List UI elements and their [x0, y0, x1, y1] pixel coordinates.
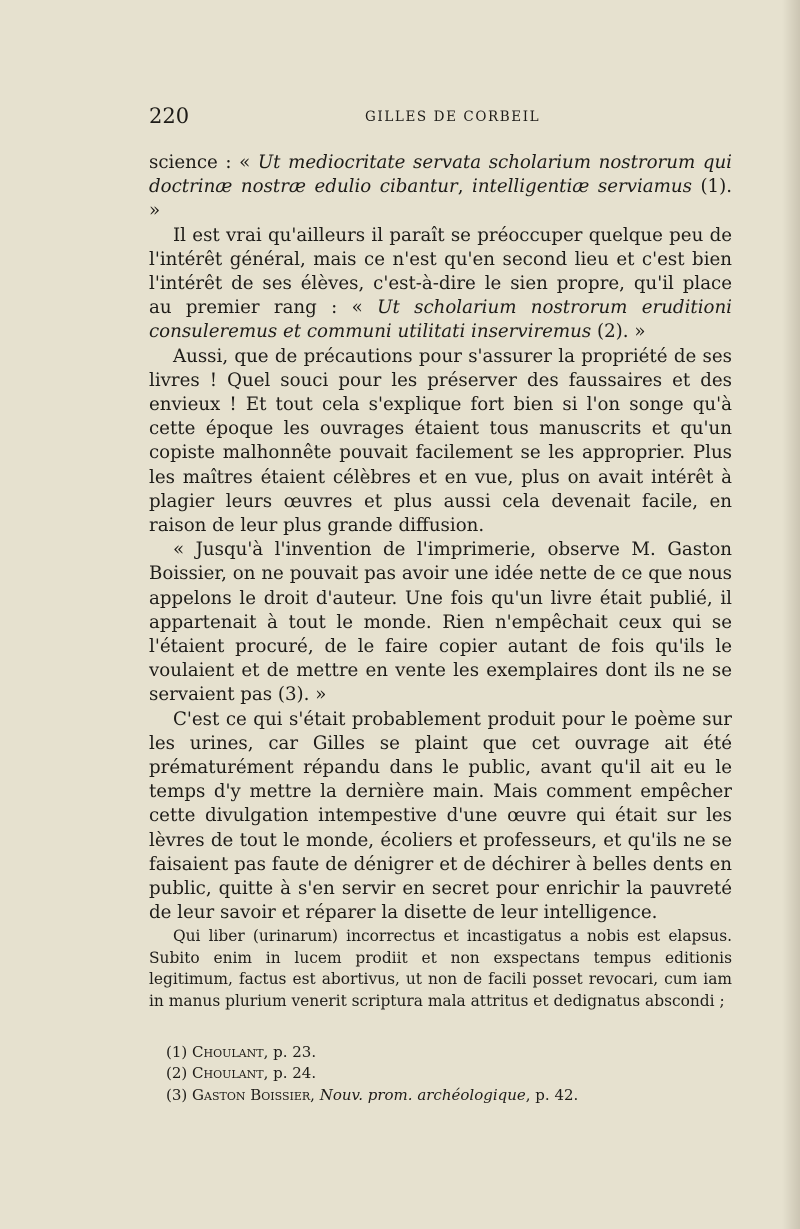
paragraph-1	[149, 151, 732, 224]
paragraph-2-text-a: Il est vrai qu'ailleurs il paraît se préoccuper quelque peu de l'intérêt général, mais ce n'est qu'en second lieu et c'est bien l'intérêt de ses élèves, c'est-à-dire le sien propre, qu'il place au premier rang : «	[149, 224, 732, 319]
footnote-3-number: (3)	[166, 1085, 193, 1104]
footnote-1-number: (1)	[166, 1043, 193, 1061]
footnote-3-work-title: Nouv. prom. archéologique	[319, 1085, 526, 1104]
paragraph-1-latin-b: intelligentiæ serviamus	[472, 176, 692, 198]
paragraph-1-text-b: ,	[457, 176, 472, 198]
paragraph-2	[149, 224, 732, 345]
footnote-1	[166, 1042, 726, 1063]
footnotes	[166, 1042, 726, 1106]
footnote-3	[166, 1085, 726, 1106]
paragraph-1-text-a: science : «	[149, 152, 258, 173]
footnote-2-number: (2)	[166, 1064, 193, 1083]
paragraph-3: Aussi, que de précautions pour s'assurer la propriété de ses livres ! Quel souci pour les préserver des faussaires et des envieux ! Et tout cela s'explique fort bien si l'on songe qu'à cette époque les ouvrages étaient tous manuscrits et qu'un copiste malhonnête pouvait facilement se les approprier. Plus les maîtres étaient célèbres et en vue, plus on avait intérêt à plagier leurs œuvres et plus aussi cela devenait facile, en raison de leur plus grande diffusion.	[149, 345, 732, 537]
paragraph-4: « Jusqu'à l'invention de l'imprimerie, observe M. Gaston Boissier, on ne pouvait pas avoir une idée nette de ce que nous appelons le droit d'auteur. Une fois qu'un livre était publié, il appartenait à tout le monde. Rien n'empêchait ceux qui se l'étaient procuré, de le faire copier autant de fois qu'ils le voulaient et de mettre en vente les exemplaires dont ils ne se servaient pas (3). »	[149, 539, 732, 706]
paragraph-2-latin: Ut scholarium nostrorum eruditioni consuleremus et communi utilitati inserviremus	[149, 297, 732, 343]
footnote-2-reference: , p. 24.	[263, 1064, 317, 1083]
page-header	[149, 104, 731, 134]
body-text	[149, 151, 732, 926]
page-number: 220	[149, 104, 190, 128]
footnote-1-reference: , p. 23.	[263, 1043, 317, 1061]
footnote-3-reference: , p. 42.	[525, 1085, 579, 1104]
footnote-3-author: Gaston Boissier	[192, 1085, 311, 1104]
paragraph-1-latin-a: Ut mediocritate servata scholarium nostrorum qui doctrinæ nostræ edulio cibantur	[149, 152, 732, 198]
paragraph-5: C'est ce qui s'était probablement produit pour le poème sur les urines, car Gilles se plaint que cet ouvrage ait été prématurément répandu dans le public, avant qu'il ait eu le temps d'y mettre la dernière main. Mais comment empêcher cette divulgation intempestive d'une œuvre qui était sur les lèvres de tout le monde, écoliers et professeurs, et qu'ils ne se faisaient pas faute de dénigrer et de déchirer à belles dents en public, quitte à s'en servir en secret pour enrichir la pauvreté de leur savoir et réparer la disette de leur intelligence.	[149, 708, 732, 924]
latin-quotation: Qui liber (urinarum) incorrectus et incastigatus a nobis est elapsus. Subito enim in lucem prodiit et non exspectans tempus editionis legitimum, factus est abortivus, ut non de facili posset revocari, cum iam in manus plurium venerit scriptura mala attritus et dedignatus abscondi ;	[149, 927, 732, 1010]
footnote-2	[166, 1063, 726, 1084]
page-edge-shadow	[782, 0, 800, 1229]
footnote-3-separator: ,	[310, 1085, 320, 1104]
footnote-2-author: Choulant	[192, 1064, 264, 1083]
footnote-1-author: Choulant	[192, 1043, 264, 1061]
paragraph-2-text-b: (2). »	[591, 321, 646, 343]
paragraph-1-text-c: (1). »	[149, 176, 732, 222]
running-head: GILLES DE CORBEIL	[365, 109, 541, 125]
